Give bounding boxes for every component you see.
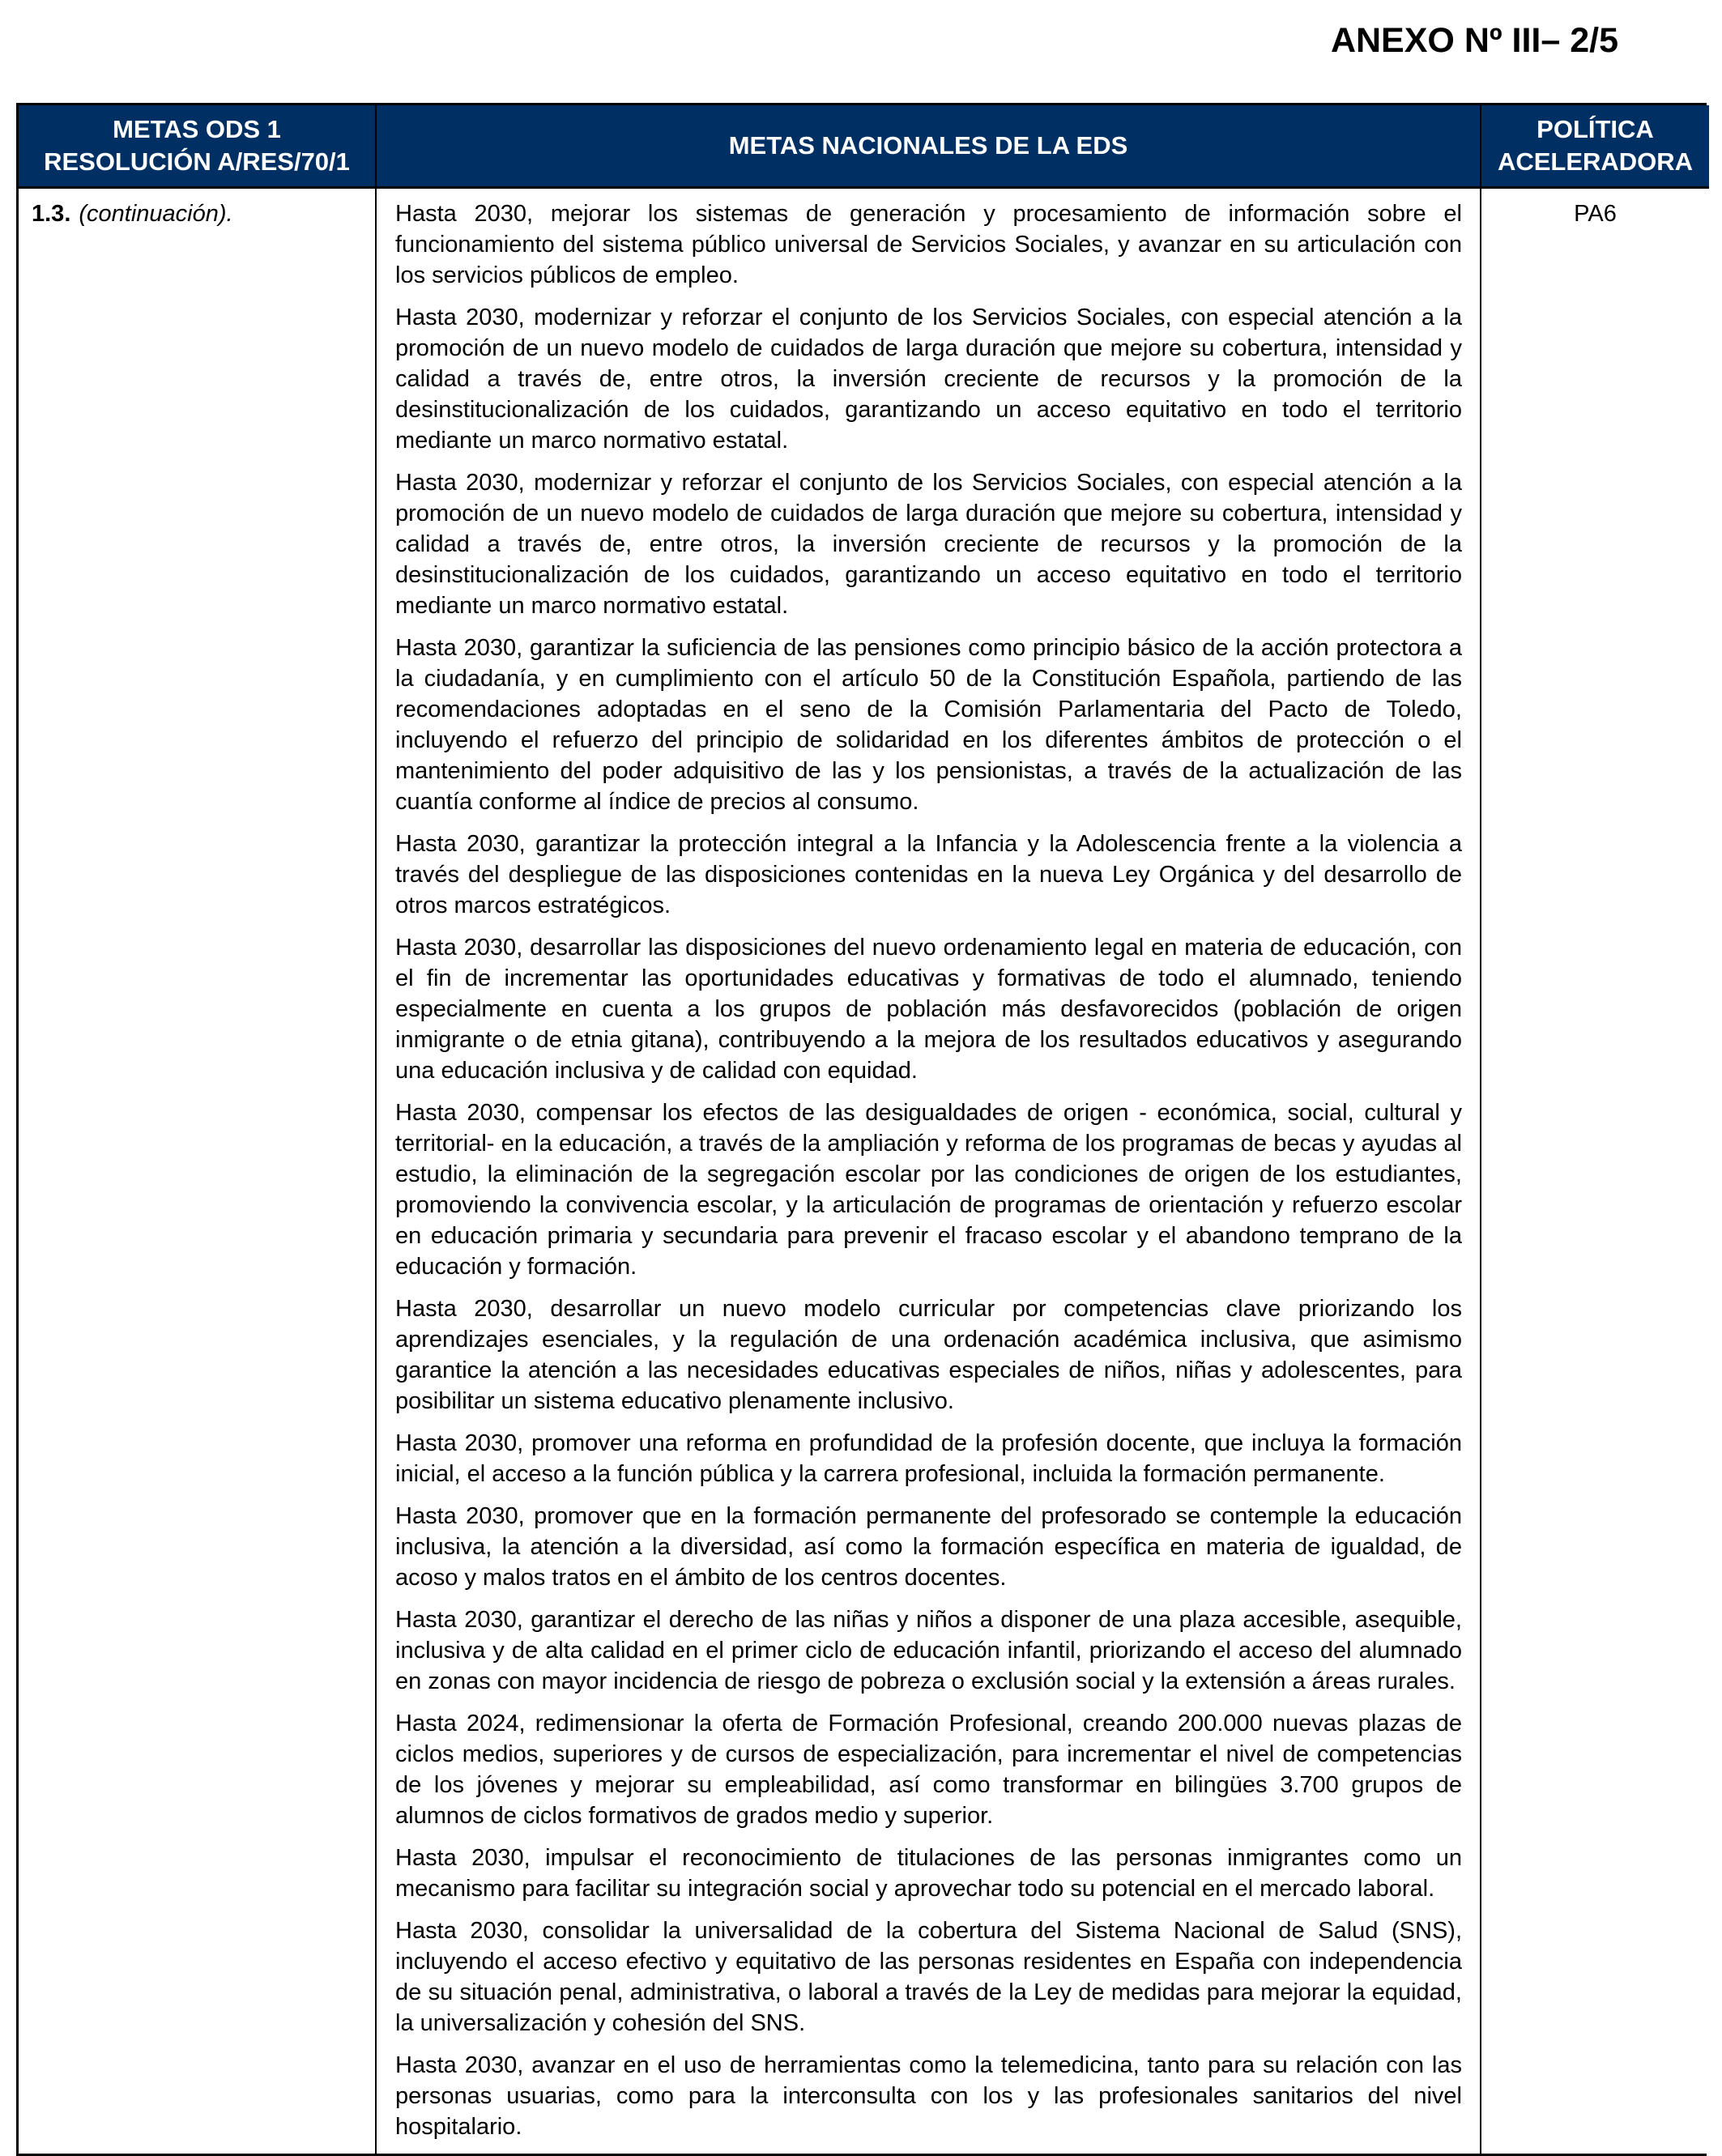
- header-politica-line1: POLÍTICA: [1537, 115, 1654, 143]
- header-cell-politica-aceleradora: [1481, 105, 1709, 189]
- header-cell-metas-nacionales: [377, 105, 1481, 189]
- eds-goals-table: [16, 103, 1707, 2156]
- meta-paragraph: Hasta 2030, garantizar la suficiencia de las pensiones como principio básico de la acción protectora a la ciudadanía, y en cumplimiento con el artículo 50 de la Constitución Española, partiendo de las recomendaciones adoptadas en el seno de la Comisión Parlamentaria del Pacto de Toledo, incluyendo el refuerzo del principio de solidaridad en los diferentes ámbitos de protección o el mantenimiento del poder adquisitivo de las y los pensionistas, a través de la actualización de las cuantía conforme al índice de precios al consumo.: [395, 635, 1462, 815]
- meta-paragraph: Hasta 2030, promover una reforma en profundidad de la profesión docente, que incluya la formación inicial, el acceso a la función pública y la carrera profesional, incluida la formación permanente.: [395, 1430, 1462, 1487]
- meta-paragraph: Hasta 2030, garantizar el derecho de las niñas y niños a disponer de una plaza accesible, asequible, inclusiva y de alta calidad en el primer ciclo de educación infantil, priorizando el acceso del alumnado en zonas con mayor incidencia de riesgo de pobreza o exclusión social y la extensión a áreas rurales.: [395, 1607, 1462, 1694]
- meta-paragraph: Hasta 2030, garantizar la protección integral a la Infancia y la Adolescencia frente a la violencia a través del despliegue de las disposiciones contenidas en la nueva Ley Orgánica y del desarrollo de otros marcos estratégicos.: [395, 831, 1462, 918]
- meta-paragraph: Hasta 2030, desarrollar un nuevo modelo curricular por competencias clave priorizando los aprendizajes esenciales, y la regulación de una ordenación académica inclusiva, que asimismo garantice la atención a las necesidades educativas especiales de niños, niñas y adolescentes, para posibilitar un sistema educativo plenamente inclusivo.: [395, 1296, 1462, 1414]
- header-metas-ods-line2: RESOLUCIÓN A/RES/70/1: [44, 147, 350, 176]
- meta-paragraph: Hasta 2024, redimensionar la oferta de Formación Profesional, creando 200.000 nuevas plazas de ciclos medios, superiores y de cursos de especialización, para incrementar el nivel de competencias de los jóvenes y mejorar su empleabilidad, así como transformar en bilingües 3.700 grupos de alumnos de ciclos formativos de grados medio y superior.: [395, 1711, 1462, 1829]
- header-cell-metas-ods: [19, 105, 377, 189]
- meta-paragraph: Hasta 2030, consolidar la universalidad de la cobertura del Sistema Nacional de Salud (SNS), incluyendo el acceso efectivo y equitativo de las personas residentes en España con independencia de su situación penal, administrativa, o laboral a través de la Ley de medidas para mejorar la equidad, la universalización y cohesión del SNS.: [395, 1918, 1462, 2036]
- meta-paragraph: Hasta 2030, modernizar y reforzar el conjunto de los Servicios Sociales, con especial atención a la promoción de un nuevo modelo de cuidados de larga duración que mejore su cobertura, intensidad y calidad a través de, entre otros, la inversión creciente de recursos y la promoción de la desinstitucionalización de los cuidados, garantizando un acceso equitativo en todo el territorio mediante un marco normativo estatal.: [395, 470, 1462, 619]
- meta-paragraph: Hasta 2030, avanzar en el uso de herramientas como la telemedicina, tanto para su relación con las personas usuarias, como para la interconsulta con los y las profesionales sanitarios del nivel hospitalario.: [395, 2052, 1462, 2140]
- accelerator-policy-value: PA6: [1574, 201, 1617, 227]
- meta-paragraph: Hasta 2030, compensar los efectos de las desigualdades de origen - económica, social, cultural y territorial- en la educación, a través de la ampliación y reforma de los programas de becas y ayudas al estudio, la eliminación de la segregación escolar por las condiciones de origen de los estudiantes, promoviendo la convivencia escolar, y la articulación de programas de orientación y refuerzo escolar en educación primaria y secundaria para prevenir el fracaso escolar y el abandono temprano de la educación y formación.: [395, 1100, 1462, 1280]
- annex-label: ANEXO Nº III– 2/5: [1330, 21, 1618, 60]
- meta-paragraph: Hasta 2030, modernizar y reforzar el conjunto de los Servicios Sociales, con especial atención a la promoción de un nuevo modelo de cuidados de larga duración que mejore su cobertura, intensidad y calidad a través de, entre otros, la inversión creciente de recursos y la promoción de la desinstitucionalización de los cuidados, garantizando un acceso equitativo en todo el territorio mediante un marco normativo estatal.: [395, 305, 1462, 454]
- meta-paragraph: Hasta 2030, desarrollar las disposiciones del nuevo ordenamiento legal en materia de educación, con el fin de incrementar las oportunidades educativas y formativas de todo el alumnado, teniendo especialmente en cuenta a los grupos de población más desfavorecidos (población de origen inmigrante o de etnia gitana), contribuyendo a la mejora de los resultados educativos y asegurando una educación inclusiva y de calidad con equidad.: [395, 935, 1462, 1084]
- meta-paragraph: Hasta 2030, promover que en la formación permanente del profesorado se contemple la educación inclusiva, la atención a la diversidad, así como la formación específica en materia de igualdad, de acoso y malos tratos en el ámbito de los centros docentes.: [395, 1503, 1462, 1591]
- header-metas-ods-line1: METAS ODS 1: [113, 115, 281, 143]
- meta-paragraph: Hasta 2030, mejorar los sistemas de generación y procesamiento de información sobre el funcionamiento del sistema público universal de Servicios Sociales, y avanzar en su articulación con los servicios públicos de empleo.: [395, 201, 1462, 288]
- header-metas-nacionales-label: METAS NACIONALES DE LA EDS: [728, 131, 1128, 160]
- ods-target-note: (continuación).: [79, 201, 233, 227]
- meta-paragraph: Hasta 2030, impulsar el reconocimiento de titulaciones de las personas inmigrantes como un mecanismo para facilitar su integración social y aprovechar todo su potencial en el mercado laboral.: [395, 1845, 1462, 1902]
- cell-accelerator-policy: [1481, 189, 1709, 2154]
- cell-national-goals: [377, 189, 1481, 2154]
- ods-target-number: 1.3.: [32, 201, 71, 227]
- header-politica-line2: ACELERADORA: [1497, 147, 1694, 176]
- cell-ods-target: [19, 189, 377, 2154]
